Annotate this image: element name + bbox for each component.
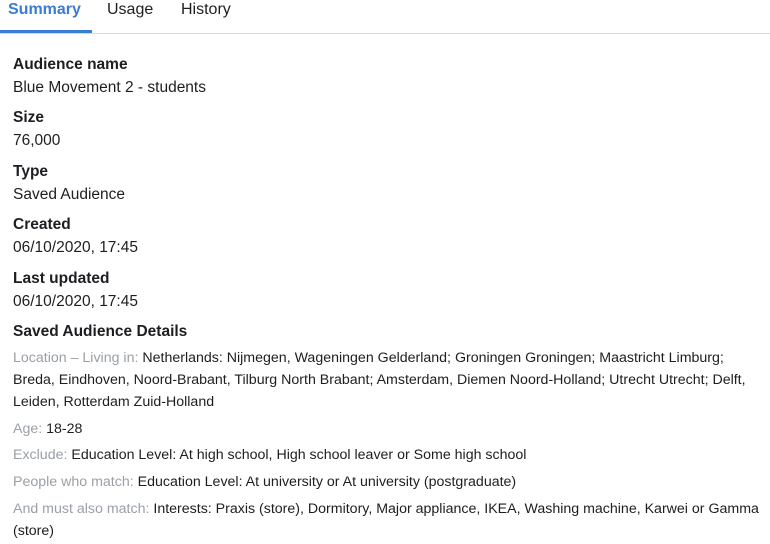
exclude-key: Exclude: — [13, 447, 68, 463]
last-updated-label: Last updated — [13, 270, 110, 287]
must-also-match-detail — [13, 498, 765, 542]
active-tab-indicator — [0, 30, 92, 33]
size-value: 76,000 — [13, 132, 61, 149]
last-updated-value: 06/10/2020, 17:45 — [13, 293, 138, 310]
age-key: Age: — [13, 421, 43, 437]
created-label: Created — [13, 216, 71, 233]
exclude-detail — [13, 444, 765, 466]
tab-history[interactable]: History — [181, 1, 231, 18]
type-value: Saved Audience — [13, 186, 126, 203]
saved-audience-details-heading: Saved Audience Details — [13, 323, 188, 340]
people-who-match-value: Education Level: At university or At university (postgraduate) — [137, 474, 517, 490]
audience-name-label: Audience name — [13, 56, 128, 73]
location-key: Location – Living in: — [13, 350, 139, 366]
size-label: Size — [13, 109, 45, 126]
location-detail — [13, 347, 765, 413]
people-who-match-detail — [13, 471, 765, 493]
age-value: 18-28 — [46, 421, 83, 437]
tab-usage[interactable]: Usage — [107, 1, 154, 18]
age-detail — [13, 418, 765, 440]
must-also-match-value: Interests: Praxis (store), Dormitory, Major appliance, IKEA, Washing machine, Karwei or Gamma (store) — [13, 501, 759, 539]
tab-summary[interactable]: Summary — [8, 1, 81, 18]
type-label: Type — [13, 163, 49, 180]
created-value: 06/10/2020, 17:45 — [13, 239, 138, 256]
location-value: Netherlands: Nijmegen, Wageningen Gelderland; Groningen Groningen; Maastricht Limburg; Breda, Eindhoven, Noord-Brabant, Tilburg North Brabant; Amsterdam, Diemen Noord-Holland; Utrecht Utrecht; Delft, Leiden, Rotterdam Zuid-Holland — [13, 350, 746, 410]
tab-bar — [0, 0, 770, 34]
audience-name-value: Blue Movement 2 - students — [13, 79, 206, 96]
exclude-value: Education Level: At high school, High school leaver or Some high school — [71, 447, 527, 463]
must-also-match-key: And must also match: — [13, 501, 150, 517]
people-who-match-key: People who match: — [13, 474, 134, 490]
